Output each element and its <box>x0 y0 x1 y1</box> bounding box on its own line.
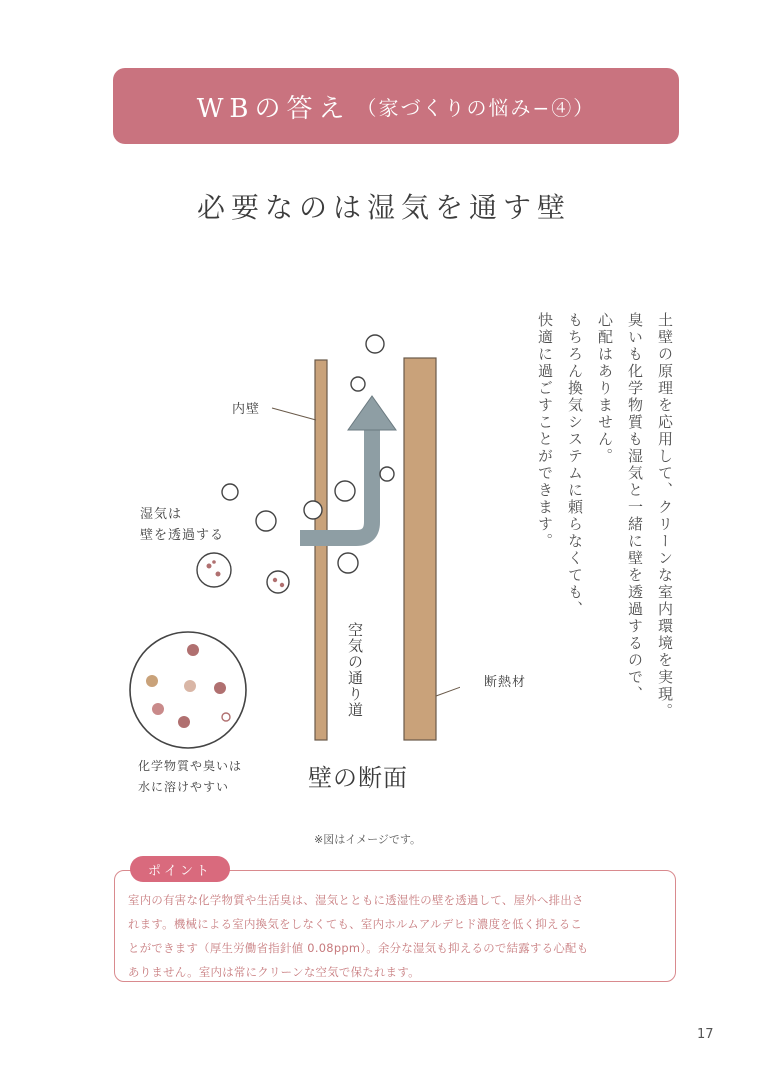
insulation-label: 断熱材 <box>484 675 527 690</box>
inner-wall-leader <box>272 408 316 420</box>
body-column-2: 臭いも化学物質も湿気と一緒に壁を透過するので、 <box>626 312 644 703</box>
air-passage-label: 空気の通り道 <box>346 622 364 718</box>
moisture-label-line2: 壁を透過する <box>140 528 225 543</box>
inner-wall-label: 内壁 <box>232 402 261 417</box>
point-tag: ポイント <box>130 856 230 882</box>
section-label: 壁の断面 <box>308 764 408 792</box>
body-column-4: もちろん換気システムに頼らなくても、 <box>566 312 584 618</box>
small-droplets <box>197 553 289 593</box>
point-line: ありません。室内は常にクリーンな空気で保たれます。 <box>128 965 420 979</box>
air-flow-arrowhead <box>348 396 396 430</box>
header-subtitle: （家づくりの悩み−④） <box>356 95 596 120</box>
moisture-label-line1: 湿気は <box>140 507 183 522</box>
insulation <box>404 358 436 740</box>
large-droplet <box>130 632 246 748</box>
chemical-label-line2: 水に溶けやすい <box>138 780 230 794</box>
insulation-leader <box>436 680 460 696</box>
header-bar <box>113 68 679 144</box>
air-flow-arrow <box>300 428 372 538</box>
image-note: ※図はイメージです。 <box>314 833 422 846</box>
page-title: 必要なのは湿気を通す壁 <box>196 191 571 224</box>
point-line: 室内の有害な化学物質や生活臭は、湿気とともに透湿性の壁を透過して、屋外へ排出さ <box>128 893 584 907</box>
inner-wall <box>315 360 327 740</box>
header-main-title: WBの答え <box>196 93 351 124</box>
body-column-1: 土壁の原理を応用して、クリーンな室内環境を実現。 <box>656 312 674 720</box>
point-line: とができます（厚生労働省指針値 0.08ppm）。余分な湿気も抑えるので結露する心配も <box>128 941 589 955</box>
point-text <box>128 888 668 984</box>
body-column-5: 快適に過ごすことができます。 <box>536 312 554 550</box>
page-number: 17 <box>697 1027 714 1042</box>
body-column-3: 心配はありません。 <box>596 312 614 465</box>
chemical-label-line1: 化学物質や臭いは <box>138 759 243 773</box>
point-line: れます。機械による室内換気をしなくても、室内ホルムアルデヒド濃度を低く抑えるこ <box>128 917 583 931</box>
